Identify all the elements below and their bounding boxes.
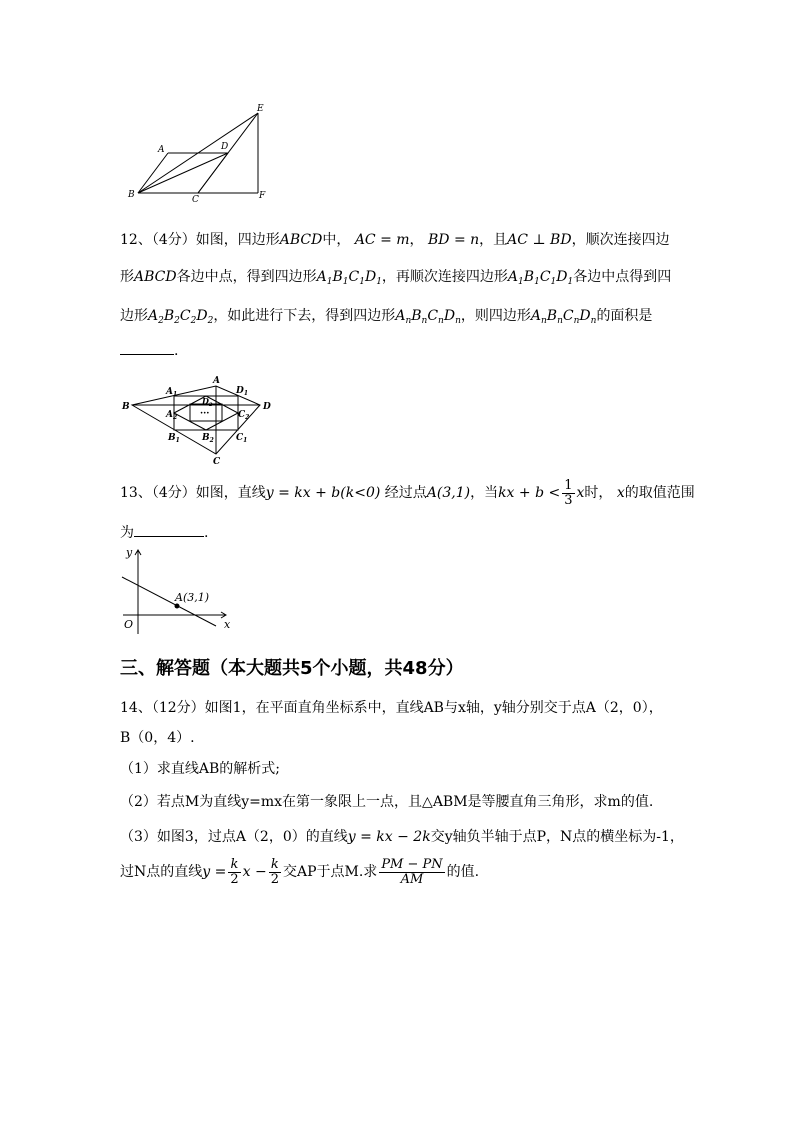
fig11-label-a: A <box>158 145 165 155</box>
q14-text: 交AP于点M.求 <box>282 864 378 881</box>
q12-abcd: ABCD <box>134 269 177 285</box>
q12-text: 各边中点，得到四边形 <box>176 269 317 285</box>
q14-text: 如图1，在平面直角坐标系中，直线AB与x轴，y轴分别交于点A（2，0）， <box>204 700 663 716</box>
q14-text: 过N点的直线 <box>120 864 203 881</box>
q13-text: 为 <box>120 525 134 541</box>
q12-score: （4分） <box>151 232 196 248</box>
q13-score: （4分） <box>151 485 196 502</box>
fig12-label-b1: $B_1$ <box>168 433 180 444</box>
q12-abcd: ABCD <box>279 232 323 248</box>
q12-text: 如图，四边形 <box>195 232 280 248</box>
q12-text: 中， <box>322 232 351 248</box>
q12-text: ，且 <box>479 232 508 248</box>
q13-text: 的取值范围 <box>624 485 695 502</box>
q12-quad-2: $A_2B_2C_2D_2$ <box>148 308 214 326</box>
q13-number: 13、 <box>120 485 152 502</box>
q12-text: 形 <box>120 269 134 285</box>
q12-line-2 <box>120 266 671 287</box>
q14-part-2 <box>120 791 653 811</box>
section-3-title: 三、解答题（本大题共5个小题，共48分） <box>120 658 464 679</box>
q14-frac-num: k <box>228 858 240 873</box>
q12-number: 12、 <box>120 232 152 248</box>
q13-line-1 <box>120 479 695 507</box>
q12-text: 的面积是 <box>596 308 653 324</box>
q13-point-a <box>175 604 180 609</box>
fig12-label-b2: $B_2$ <box>202 433 214 444</box>
q14-line-eq: y = kx − 2k <box>347 829 431 845</box>
q12-text: ，顺次连接四边 <box>571 232 670 248</box>
q14-line-1 <box>120 697 663 717</box>
q14-frac-den: 2 <box>230 871 239 887</box>
q14-frac-num: PM − PN <box>381 857 443 872</box>
q12-text: ，如此进行下去，得到四边形 <box>213 308 396 324</box>
q12-text: ，再顺次连接四边形 <box>381 269 508 285</box>
q12-line-3 <box>120 305 652 326</box>
q13-ineq-left: kx + b < <box>498 485 561 502</box>
q12-quad-n: $A_nB_nC_nD_n$ <box>395 308 461 326</box>
fig12-label-a2: $A_2$ <box>166 410 178 421</box>
q14-frac-k-1 <box>228 858 240 886</box>
q14-frac-den: 2 <box>270 871 279 887</box>
figure-q11 <box>118 100 278 210</box>
q13-frac-num: 1 <box>564 478 573 493</box>
q12-period: . <box>174 343 179 359</box>
q14-text: 的值. <box>446 864 480 881</box>
q14-score: （12分） <box>151 700 205 716</box>
q12-quad-1b: $A_1B_1C_1D_1$ <box>507 269 574 287</box>
q14-line-2 <box>120 727 195 747</box>
fig12-label-d: D <box>263 402 271 412</box>
q13-point: A(3,1) <box>426 485 471 502</box>
fig12-label-c1: $C_1$ <box>236 433 248 444</box>
fig11-label-d: D <box>221 142 229 152</box>
fig12-label-b: B <box>122 402 130 412</box>
q13-text: 如图，直线 <box>195 485 266 502</box>
fig12-label-a1: $A_1$ <box>166 387 178 398</box>
figure-q13 <box>118 544 243 639</box>
q12-text: 各边中点得到四 <box>573 269 672 285</box>
q14-text: （3）如图3，过点A（2，0）的直线 <box>120 829 348 845</box>
fig11-label-f: F <box>259 191 266 201</box>
q13-answer-blank[interactable] <box>134 522 204 537</box>
q13-line-2 <box>120 522 208 542</box>
q12-text: ， <box>409 232 424 248</box>
q14-part-3 <box>120 826 684 846</box>
q13-frac-den: 3 <box>564 492 573 508</box>
q14-frac-pm-pn <box>379 858 444 886</box>
q14-frac-den: AM <box>400 871 424 887</box>
fig13-y: y <box>126 546 133 559</box>
q12-answer-line <box>120 340 178 359</box>
fig12-label-c2: $C_2$ <box>238 410 250 421</box>
q14-eq-x: x − <box>242 864 267 881</box>
q14-part-1 <box>120 758 280 778</box>
q14-text: （2）若点M为直线y=mx在第一象限上一点，且△ABM是等腰直角三角形，求m的值. <box>120 794 654 810</box>
fig13-x: x <box>224 618 231 631</box>
fig12-label-a: A <box>213 376 220 386</box>
q12-quad-1: $A_1B_1C_1D_1$ <box>316 269 382 287</box>
q13-text: 时， <box>584 485 613 502</box>
fig13-a: A(3,1) <box>175 591 210 604</box>
q12-quad-n2: $A_nB_nC_nD_n$ <box>530 308 597 326</box>
fig13-o: O <box>124 618 134 631</box>
fig12-label-d2: $D_2$ <box>202 396 213 408</box>
q14-frac-num: k <box>269 858 281 873</box>
q14-text: 交y轴负半轴于点P，N点的横坐标为-1， <box>430 829 684 845</box>
q14-text: B（0，4）. <box>120 730 195 746</box>
fig12-dots: ··· <box>200 409 210 419</box>
q12-answer-blank[interactable] <box>120 340 174 355</box>
q14-number: 14、 <box>120 700 152 716</box>
q13-ineq-right: x <box>576 485 585 502</box>
fig11-label-e: E <box>257 104 264 114</box>
q12-bd-eq: BD = n <box>428 232 480 248</box>
fig12-label-d1: $D_1$ <box>236 386 248 397</box>
q12-ac-eq: AC = m <box>354 232 410 248</box>
fig11-label-b: B <box>128 190 135 200</box>
q14-eq-y: y = <box>202 864 227 881</box>
q14-part-3-cont <box>120 858 479 886</box>
q14-frac-k-2 <box>269 858 281 886</box>
q12-text: 边形 <box>120 308 148 324</box>
q13-text: 经过点 <box>384 485 427 502</box>
q13-line-eq: y = kx + b(k<0) <box>265 485 381 502</box>
fig11-label-c: C <box>192 195 199 205</box>
q14-text: （1）求直线AB的解析式; <box>120 761 281 777</box>
q12-text: ，则四边形 <box>460 308 531 324</box>
q13-text: ，当 <box>470 485 499 502</box>
q13-fraction <box>562 479 574 507</box>
q12-perp: AC ⊥ BD <box>507 232 572 248</box>
q13-x: x <box>616 485 625 502</box>
fig12-label-c: C <box>213 457 221 467</box>
q12-line-1 <box>120 229 670 249</box>
q13-period: . <box>204 525 209 541</box>
figure-q12 <box>118 372 278 467</box>
